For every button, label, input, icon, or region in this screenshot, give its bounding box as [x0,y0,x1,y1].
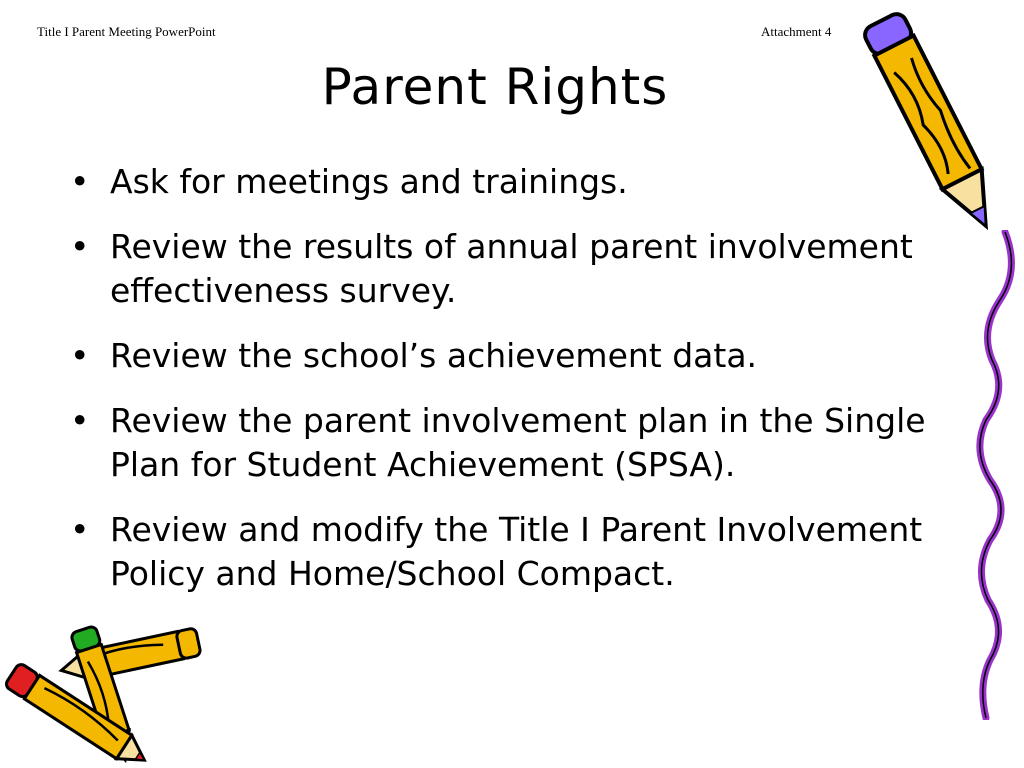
bullet-marker: • [70,336,90,375]
bullet-text: Review the parent involvement plan in the Single Plan for Student Achievement (SPSA). [110,401,926,484]
bullet-item [70,225,980,313]
bullet-marker: • [70,227,90,266]
bullet-item [70,508,980,596]
slide-title: Parent Rights [321,58,669,116]
bullet-list [70,160,980,617]
bullet-item [70,334,980,378]
squiggle-line-icon [960,230,1024,720]
bullet-text: Review the school’s achievement data. [110,336,758,375]
bullet-item [70,399,980,487]
crossed-pencils-icon [0,618,210,768]
bullet-text: Review and modify the Title I Parent Involvement Policy and Home/School Compact. [110,510,923,593]
pencil-icon [858,0,1008,245]
bullet-text: Review the results of annual parent involvement effectiveness survey. [110,227,913,310]
bullet-text: Ask for meetings and trainings. [110,162,628,201]
bullet-marker: • [70,401,90,440]
bullet-marker: • [70,162,90,201]
header-right-text: Attachment 4 [761,24,832,39]
header-left-text: Title I Parent Meeting PowerPoint [37,24,216,39]
bullet-marker: • [70,510,90,549]
bullet-item [70,160,980,204]
